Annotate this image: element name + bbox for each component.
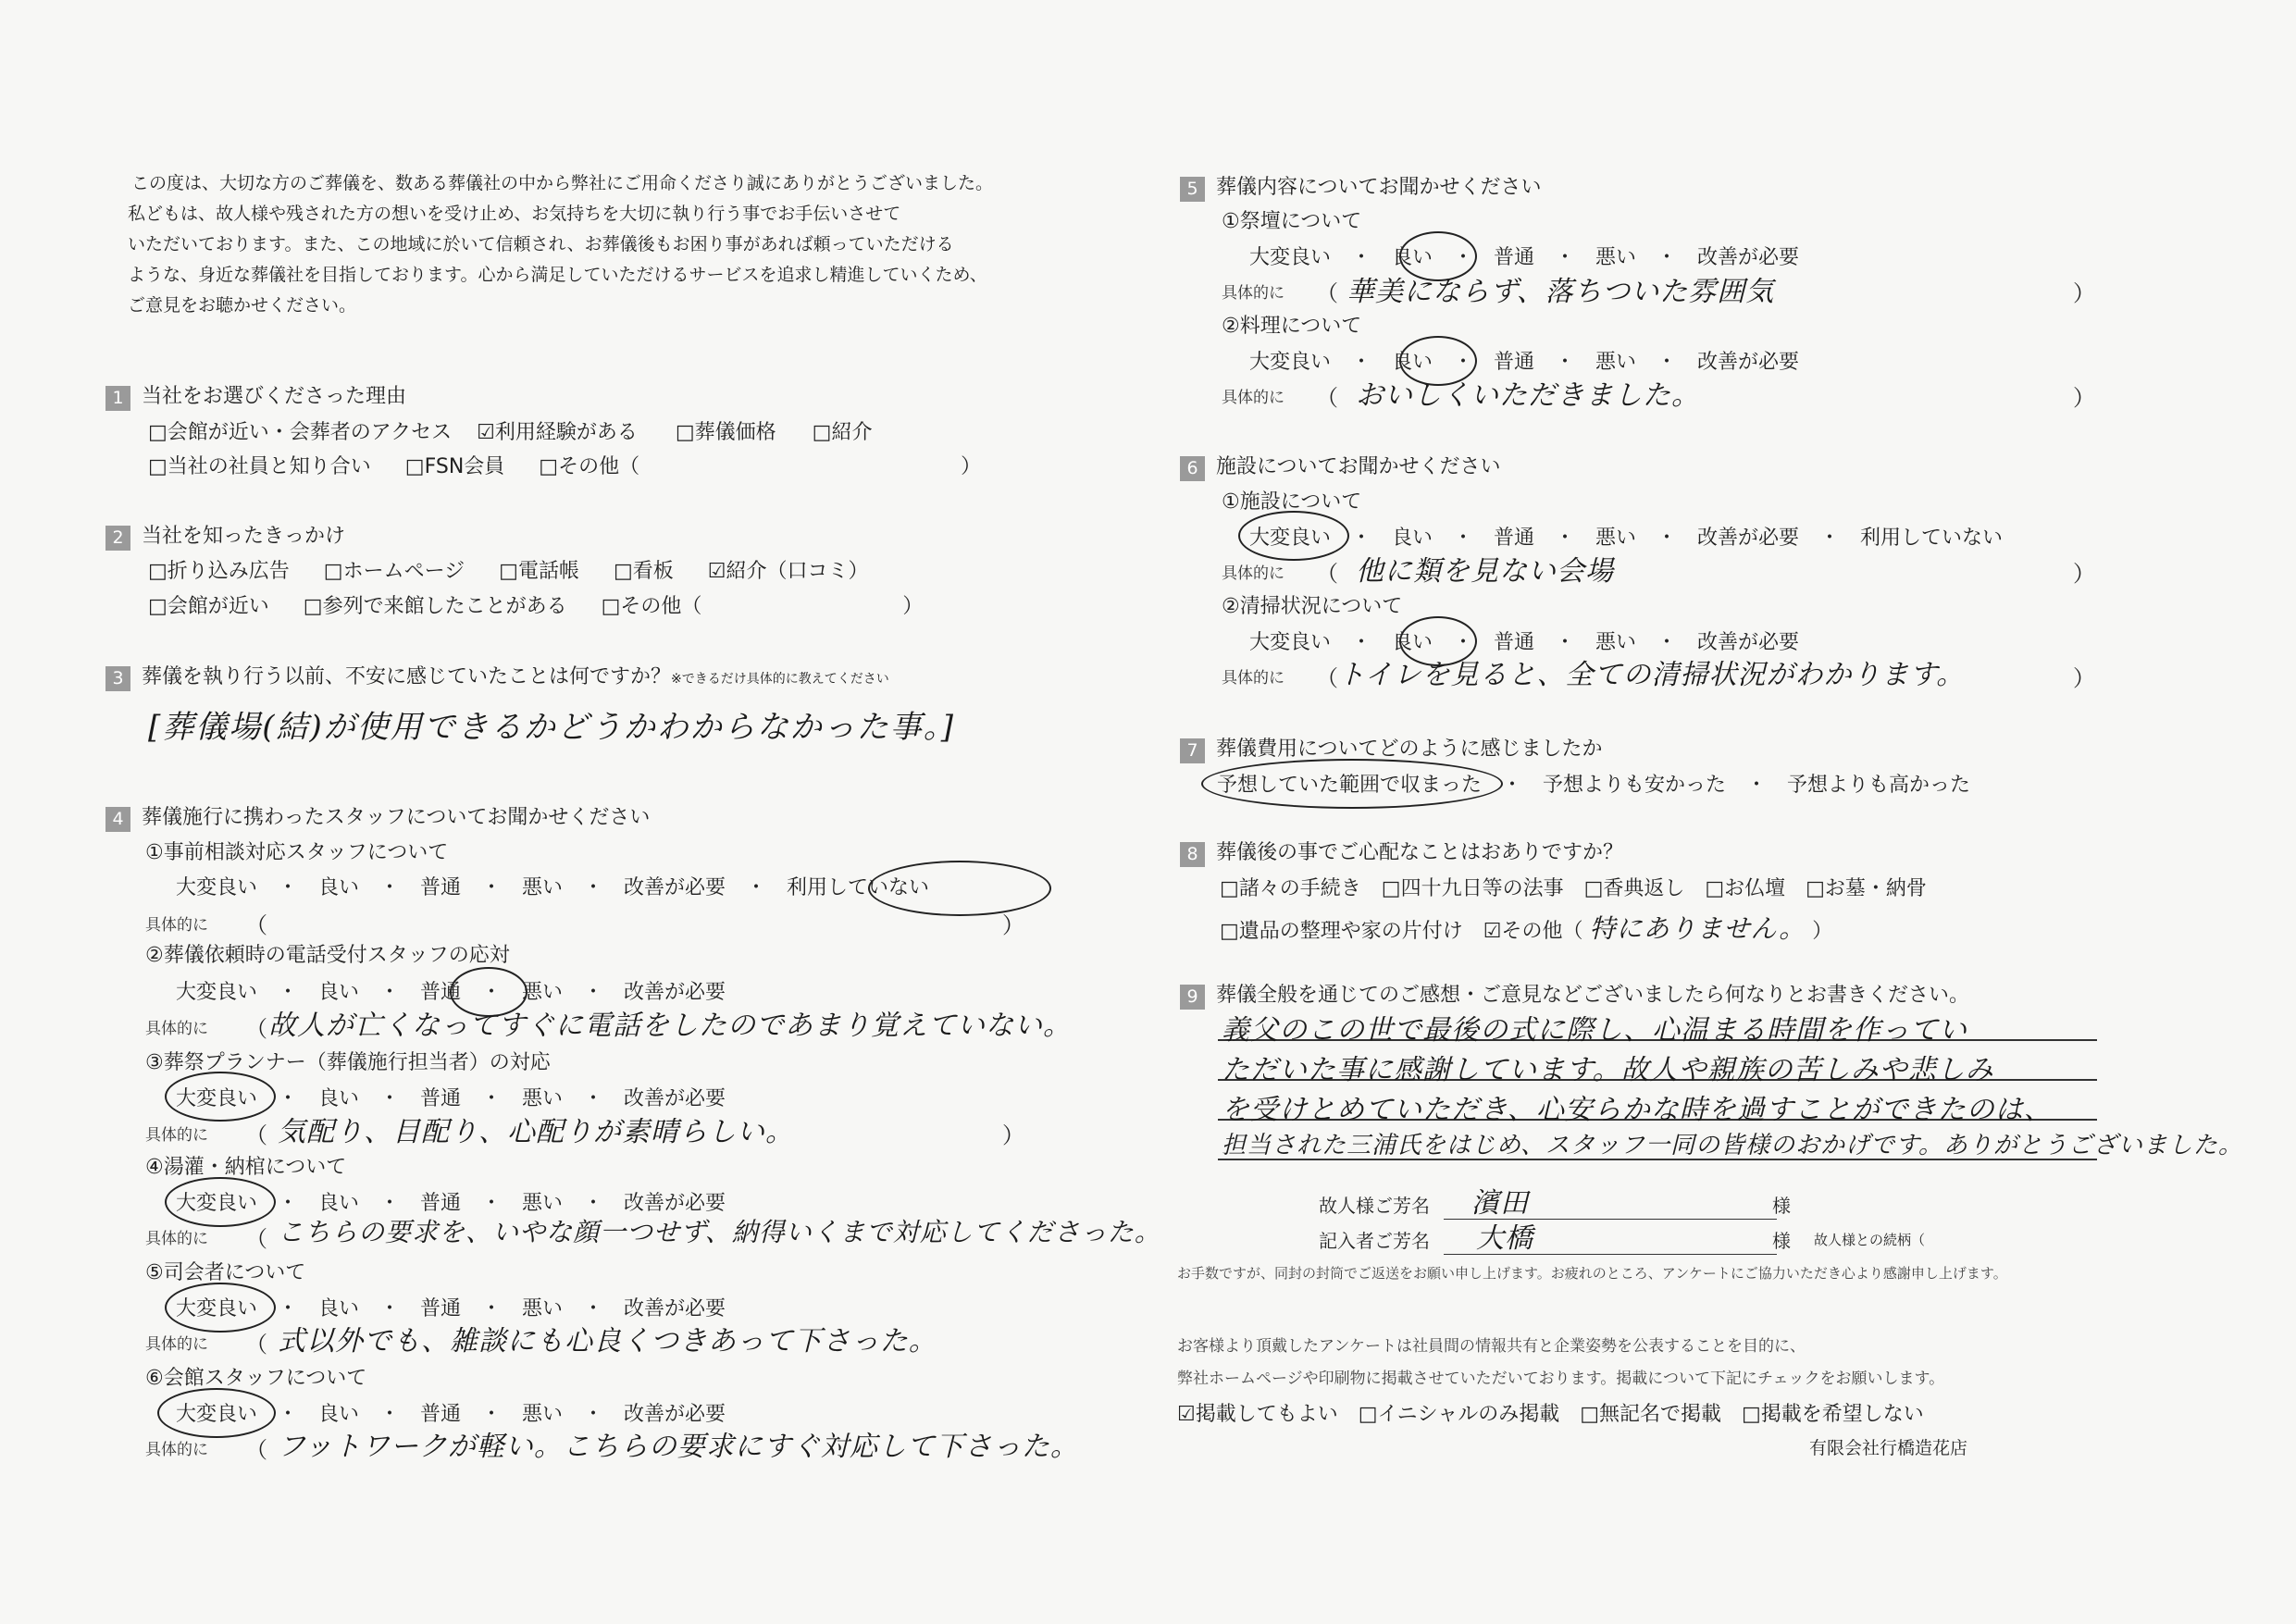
intro-line: ご意見をお聴かせください。	[128, 295, 357, 316]
section-number: 1	[105, 386, 130, 411]
s3-answer[interactable]: [葬儀場(結)が使用できるかどうかわからなかった事。]	[148, 709, 956, 746]
paren-close: ）	[961, 455, 982, 478]
option-checkbox[interactable]: □ホームページ	[323, 560, 465, 583]
s4-q2-rating[interactable]: 大変良い ・ 良い ・ 普通 ・ 悪い ・ 改善が必要	[176, 981, 726, 1004]
intro-line: いただいております。また、この地域に於いて信頼され、お葬儀後もお困り事があれば頼っていただける	[128, 234, 954, 254]
selection-circle	[1201, 759, 1503, 809]
s4-q4-rating[interactable]: 大変良い ・ 良い ・ 普通 ・ 悪い ・ 改善が必要	[176, 1192, 726, 1215]
section-number: 3	[105, 666, 130, 691]
s7-options[interactable]: 予想していた範囲で収まった ・ 予想よりも安かった ・ 予想よりも高かった	[1217, 774, 1971, 797]
ruled-line	[1444, 1254, 1777, 1255]
s1-options-row2	[148, 451, 981, 479]
s9-line[interactable]: 義父のこの世で最後の式に際し、心温まる時間を作ってい	[1222, 1014, 1967, 1047]
option-checkbox[interactable]: □遺品の整理や家の片付け ☑その他（	[1220, 920, 1583, 943]
s4-q2-answer[interactable]: 故人が亡くなってすぐに電話をしたのであまり覚えていない。	[268, 1010, 1072, 1042]
paren-open: （	[245, 1332, 267, 1357]
writer-name[interactable]: 大橋	[1476, 1222, 1533, 1255]
option-checkbox[interactable]: □その他（	[601, 595, 702, 618]
s6-q1-answer[interactable]: 他に類を見ない会場	[1356, 555, 1614, 588]
selection-circle	[165, 1283, 276, 1333]
section-title: 施設についてお聞かせください	[1216, 455, 1501, 478]
section-title: 葬儀後の事でご心配なことはおありですか？	[1216, 841, 1624, 864]
option-checkbox[interactable]: □紹介	[812, 421, 873, 444]
s4-q3-answer[interactable]: 気配り、目配り、心配りが素晴らしい。	[278, 1116, 794, 1148]
s1-options-row1	[148, 416, 872, 445]
option-checkbox[interactable]: □電話帳	[499, 560, 579, 583]
detail-label: 具体的に	[1222, 669, 1285, 688]
detail-label: 具体的に	[145, 916, 208, 935]
s4-q2: ②葬儀依頼時の電話受付スタッフの応対	[145, 944, 510, 967]
s2-options-row2	[148, 590, 923, 619]
return-note: お手数ですが、同封の封筒でご返送をお願い申し上げます。お疲れのところ、アンケートにご協力いただき心より感謝申し上げます。	[1177, 1265, 2007, 1282]
section-1-header	[105, 380, 406, 411]
section-title: 葬儀施行に携わったスタッフについてお聞かせください	[142, 806, 651, 829]
section-8-header	[1180, 837, 1623, 867]
paren-close: ）	[2073, 280, 2095, 306]
s4-q4-answer[interactable]: こちらの要求を、いやな顔一つせず、納得いくまで対応してくださった。	[278, 1217, 1161, 1247]
selection-circle	[165, 1177, 276, 1227]
company-name: 有限会社行橋造花店	[1809, 1438, 1968, 1458]
section-9-header	[1180, 979, 1969, 1010]
s4-q5-answer[interactable]: 式以外でも、雑談にも心良くつきあって下さった。	[278, 1325, 937, 1357]
paren-close: ）	[902, 595, 924, 618]
s4-q5: ⑤司会者について	[145, 1261, 306, 1284]
s8-answer[interactable]: 特にありません。	[1589, 913, 1806, 944]
section-title: 葬儀費用についてどのように感じましたか	[1216, 738, 1603, 761]
intro-line: この度は、大切な方のご葬儀を、数ある葬儀社の中から弊社にご用命くださり誠にありがとうございました。	[131, 173, 994, 193]
deceased-name-label: 故人様ご芳名	[1319, 1195, 1430, 1217]
paren-open: （	[245, 1016, 267, 1042]
s4-q6: ⑥会館スタッフについて	[145, 1367, 367, 1390]
section-number: 8	[1180, 842, 1205, 867]
detail-label: 具体的に	[1222, 389, 1285, 407]
section-3-header	[105, 661, 889, 691]
section-number: 5	[1180, 177, 1205, 202]
s5-q1: ①祭壇について	[1222, 210, 1362, 233]
paren-open: （	[245, 1226, 267, 1252]
option-checkbox[interactable]: □看板	[613, 560, 674, 583]
detail-label: 具体的に	[145, 1126, 208, 1145]
deceased-name[interactable]: 濱田	[1471, 1187, 1529, 1220]
option-checkbox[interactable]: ☑利用経験がある	[477, 421, 638, 444]
section-title: 葬儀全般を通じてのご感想・ご意見などございましたら何なりとお書きください。	[1216, 984, 1970, 1007]
section-title: 葬儀内容についてお聞かせください	[1216, 176, 1542, 199]
s4-q1-rating[interactable]: 大変良い ・ 良い ・ 普通 ・ 悪い ・ 改善が必要 ・ 利用していない	[176, 876, 930, 899]
s6-q2-answer[interactable]: トイレを見ると、全ての清掃状況がわかります。	[1337, 659, 1966, 691]
publish-note-1: お客様より頂戴したアンケートは社員間の情報共有と企業姿勢を公表することを目的に、	[1177, 1337, 1806, 1356]
option-checkbox[interactable]: □FSN会員	[404, 455, 505, 478]
option-checkbox[interactable]: ☑紹介（口コミ）	[707, 560, 869, 583]
s6-q1-rating[interactable]: 大変良い ・ 良い ・ 普通 ・ 悪い ・ 改善が必要 ・ 利用していない	[1249, 527, 2004, 550]
section-note: ※できるだけ具体的に教えてください	[671, 672, 889, 687]
s6-q2-rating[interactable]: 大変良い ・ 良い ・ 普通 ・ 悪い ・ 改善が必要	[1249, 631, 1800, 654]
section-number: 7	[1180, 738, 1205, 763]
s9-line[interactable]: ただいた事に感謝しています。故人や親族の苦しみや悲しみ	[1222, 1054, 1994, 1086]
paren-close: ）	[2073, 665, 2095, 691]
paren-open: （	[1316, 280, 1338, 306]
paren-close: ）	[1002, 912, 1024, 938]
s4-q6-rating[interactable]: 大変良い ・ 良い ・ 普通 ・ 悪い ・ 改善が必要	[176, 1403, 726, 1426]
detail-label: 具体的に	[145, 1335, 208, 1354]
option-checkbox[interactable]: □葬儀価格	[675, 421, 776, 444]
option-checkbox[interactable]: □会館が近い・会葬者のアクセス	[148, 421, 453, 444]
s4-q5-rating[interactable]: 大変良い ・ 良い ・ 普通 ・ 悪い ・ 改善が必要	[176, 1297, 726, 1320]
s5-q2: ②料理について	[1222, 315, 1362, 338]
sama-label: 様	[1772, 1195, 1791, 1217]
s5-q2-rating[interactable]: 大変良い ・ 良い ・ 普通 ・ 悪い ・ 改善が必要	[1249, 351, 1800, 374]
s4-q3-rating[interactable]: 大変良い ・ 良い ・ 普通 ・ 悪い ・ 改善が必要	[176, 1087, 726, 1110]
s6-q1: ①施設について	[1222, 490, 1362, 514]
paren-close: ）	[2073, 385, 2095, 411]
section-number: 2	[105, 526, 130, 551]
s4-q1: ①事前相談対応スタッフについて	[145, 841, 449, 864]
section-5-header	[1180, 171, 1542, 202]
paren-close: ）	[2073, 561, 2095, 587]
paren-close: ）	[1812, 920, 1833, 943]
detail-label: 具体的に	[145, 1441, 208, 1459]
s6-q2: ②清掃状況について	[1222, 595, 1403, 618]
s4-q6-answer[interactable]: フットワークが軽い。こちらの要求にすぐ対応して下さった。	[278, 1431, 1079, 1463]
section-title: 葬儀を執り行う以前、不安に感じていたことは何ですか？	[142, 665, 672, 688]
writer-name-label: 記入者ご芳名	[1319, 1230, 1430, 1252]
publish-note-2: 弊社ホームページや印刷物に掲載させていただいております。掲載について下記にチェックをお願いします。	[1177, 1370, 1945, 1388]
section-6-header	[1180, 451, 1501, 481]
option-checkbox[interactable]: □参列で来館したことがある	[303, 595, 567, 618]
paren-open: （	[1316, 665, 1338, 691]
s4-q4: ④湯灌・納棺について	[145, 1156, 347, 1179]
selection-circle	[165, 1072, 276, 1122]
intro-line: 私どもは、故人様や残された方の想いを受け止め、お気持ちを大切に執り行う事でお手伝いさせて	[128, 204, 901, 224]
s5-q1-answer[interactable]: 華美にならず、落ちついた雰囲気	[1347, 276, 1775, 308]
paren-open: （	[1316, 385, 1338, 411]
s5-q2-answer[interactable]: おいしくいただきました。	[1356, 379, 1700, 412]
section-2-header	[105, 520, 345, 551]
paren-open: （	[245, 912, 267, 938]
option-checkbox[interactable]: □当社の社員と知り合い	[148, 455, 371, 478]
s2-options-row1	[148, 555, 868, 584]
paren-open: （	[1316, 561, 1338, 587]
s5-q1-rating[interactable]: 大変良い ・ 良い ・ 普通 ・ 悪い ・ 改善が必要	[1249, 246, 1800, 269]
s9-line[interactable]: 担当された三浦氏をはじめ、スタッフ一同の皆様のおかげです。ありがとうございました。	[1222, 1132, 2243, 1159]
publish-options[interactable]: ☑掲載してもよい □イニシャルのみ掲載 □無記名で掲載 □掲載を希望しない	[1177, 1403, 1924, 1426]
paren-open: （	[245, 1122, 267, 1148]
option-checkbox[interactable]: □折り込み広告	[148, 560, 290, 583]
section-title: 当社を知ったきっかけ	[142, 525, 346, 548]
s4-q3: ③葬祭プランナー（葬儀施行担当者）の対応	[145, 1051, 551, 1074]
detail-label: 具体的に	[1222, 564, 1285, 583]
detail-label: 具体的に	[145, 1230, 208, 1248]
sama-label: 様	[1772, 1230, 1791, 1252]
s8-options-row2	[1220, 909, 1832, 946]
s8-options-row1[interactable]: □諸々の手続き □四十九日等の法事 □香典返し □お仏壇 □お墓・納骨	[1220, 877, 1927, 900]
option-checkbox[interactable]: □その他（	[539, 455, 640, 478]
selection-circle	[157, 1388, 276, 1438]
selection-circle	[1238, 511, 1349, 561]
paren-close: ）	[1002, 1122, 1024, 1148]
s9-line[interactable]: を受けとめていただき、心安らかな時を過すことができたのは、	[1222, 1094, 2053, 1126]
section-number: 4	[105, 807, 130, 832]
option-checkbox[interactable]: □会館が近い	[148, 595, 269, 618]
intro-line: ような、身近な葬儀社を目指しております。心から満足していただけるサービスを追求し精進していくため、	[128, 265, 987, 285]
detail-label: 具体的に	[145, 1020, 208, 1038]
relation-label: 故人様との続柄（	[1814, 1232, 1926, 1248]
section-number: 6	[1180, 456, 1205, 481]
intro-text	[128, 168, 1146, 321]
section-number: 9	[1180, 985, 1205, 1010]
section-4-header	[105, 801, 650, 832]
paren-open: （	[245, 1437, 267, 1463]
detail-label: 具体的に	[1222, 284, 1285, 303]
section-title: 当社をお選びくださった理由	[142, 385, 407, 408]
